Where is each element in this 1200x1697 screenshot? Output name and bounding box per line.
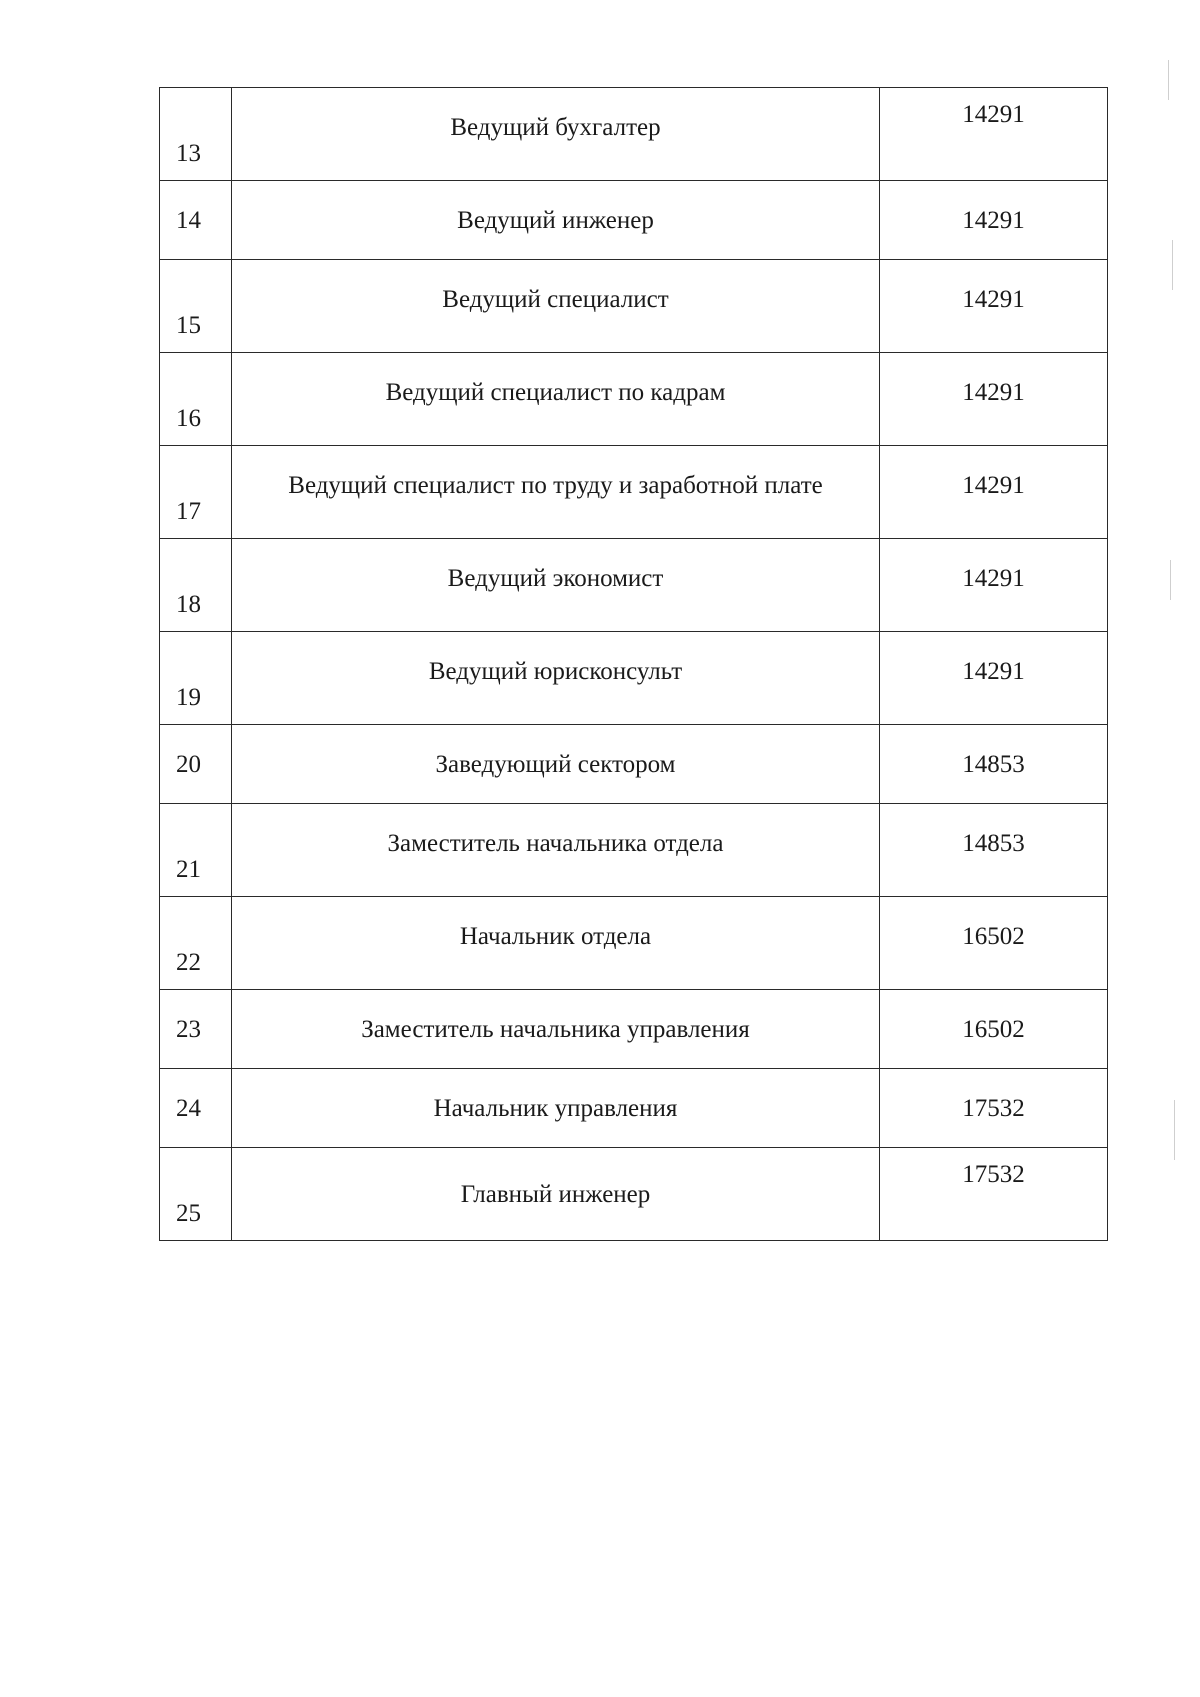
scan-artifact	[1174, 1100, 1175, 1160]
salary-table	[159, 87, 1108, 1241]
salary-value: 14291	[880, 88, 1108, 181]
table-row	[160, 446, 1108, 539]
position-title: Ведущий юрисконсульт	[232, 632, 880, 725]
position-title: Главный инженер	[232, 1148, 880, 1241]
table-row	[160, 260, 1108, 353]
row-number: 17	[160, 446, 232, 539]
position-title: Заведующий сектором	[232, 725, 880, 804]
salary-value: 17532	[880, 1148, 1108, 1241]
position-title: Ведущий инженер	[232, 181, 880, 260]
position-title: Ведущий специалист	[232, 260, 880, 353]
scan-artifact	[1170, 560, 1171, 600]
table-row	[160, 804, 1108, 897]
table-row	[160, 539, 1108, 632]
position-title: Ведущий экономист	[232, 539, 880, 632]
position-title: Начальник управления	[232, 1069, 880, 1148]
table-row	[160, 1148, 1108, 1241]
salary-value: 14853	[880, 804, 1108, 897]
salary-value: 14291	[880, 353, 1108, 446]
salary-value: 14291	[880, 181, 1108, 260]
scan-artifact	[1172, 240, 1173, 290]
salary-value: 16502	[880, 990, 1108, 1069]
row-number: 14	[160, 181, 232, 260]
row-number: 22	[160, 897, 232, 990]
row-number: 20	[160, 725, 232, 804]
row-number: 18	[160, 539, 232, 632]
row-number: 25	[160, 1148, 232, 1241]
salary-value: 14291	[880, 539, 1108, 632]
table-row	[160, 725, 1108, 804]
row-number: 13	[160, 88, 232, 181]
table-row	[160, 1069, 1108, 1148]
position-title: Ведущий бухгалтер	[232, 88, 880, 181]
salary-value: 17532	[880, 1069, 1108, 1148]
table-row	[160, 88, 1108, 181]
salary-value: 14291	[880, 446, 1108, 539]
position-title: Ведущий специалист по труду и заработной плате	[232, 446, 880, 539]
table-row	[160, 181, 1108, 260]
row-number: 19	[160, 632, 232, 725]
salary-value: 14853	[880, 725, 1108, 804]
position-title: Заместитель начальника отдела	[232, 804, 880, 897]
position-title: Ведущий специалист по кадрам	[232, 353, 880, 446]
salary-value: 14291	[880, 260, 1108, 353]
salary-value: 16502	[880, 897, 1108, 990]
table-row	[160, 632, 1108, 725]
row-number: 23	[160, 990, 232, 1069]
row-number: 24	[160, 1069, 232, 1148]
table-row	[160, 353, 1108, 446]
table-row	[160, 897, 1108, 990]
position-title: Заместитель начальника управления	[232, 990, 880, 1069]
table-row	[160, 990, 1108, 1069]
row-number: 15	[160, 260, 232, 353]
scan-artifact	[1168, 60, 1169, 100]
row-number: 16	[160, 353, 232, 446]
salary-value: 14291	[880, 632, 1108, 725]
position-title: Начальник отдела	[232, 897, 880, 990]
row-number: 21	[160, 804, 232, 897]
